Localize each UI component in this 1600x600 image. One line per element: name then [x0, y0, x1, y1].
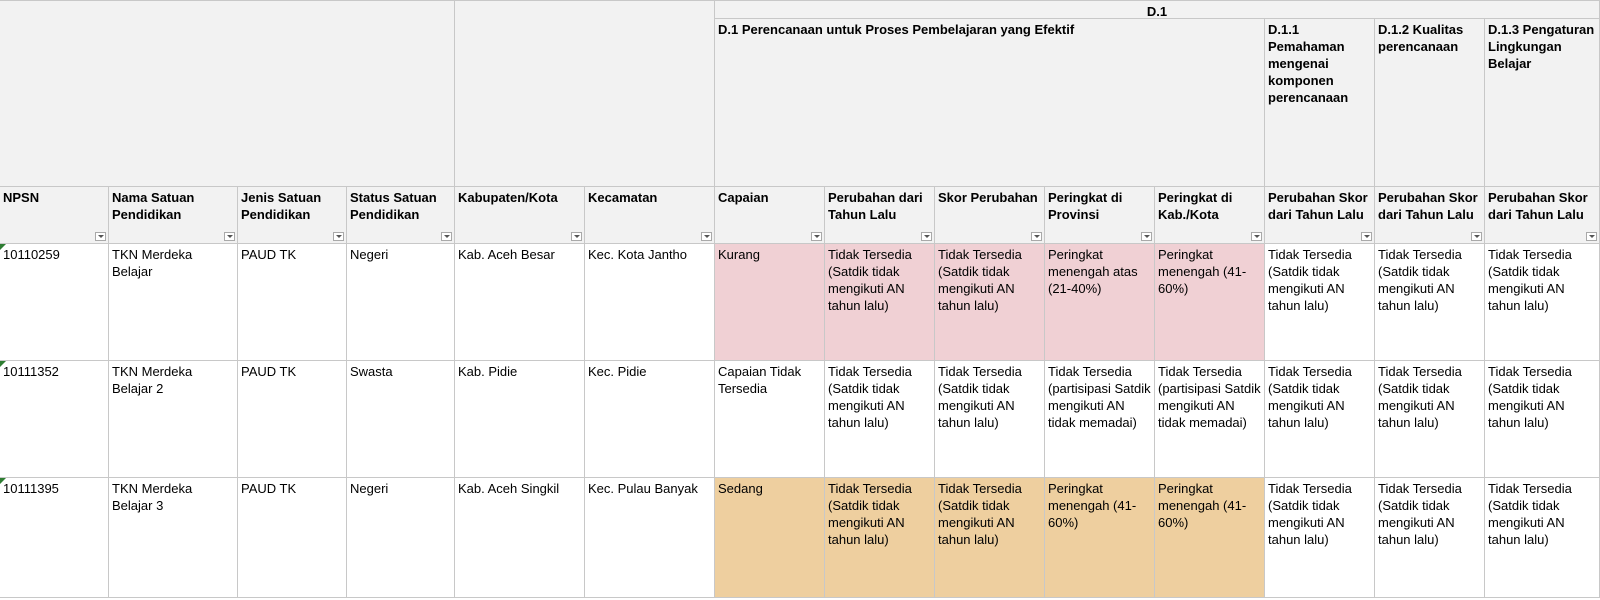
table-cell[interactable]: Negeri	[347, 478, 455, 598]
table-cell[interactable]: Tidak Tersedia (Satdik tidak mengikuti AN tahun lalu)	[825, 478, 935, 598]
filter-dropdown-icon[interactable]	[1251, 232, 1262, 241]
filter-dropdown-icon[interactable]	[1141, 232, 1152, 241]
error-indicator-icon	[0, 244, 6, 250]
column-header: Skor Perubahan	[935, 187, 1045, 244]
table-cell[interactable]: PAUD TK	[238, 244, 347, 361]
column-header: Peringkat di Kab./Kota	[1155, 187, 1265, 244]
table-cell[interactable]: Tidak Tersedia (Satdik tidak mengikuti AN tahun lalu)	[935, 361, 1045, 478]
group-header-d11: D.1.1 Pemahaman mengenai komponen perencanaan	[1265, 19, 1375, 187]
filter-dropdown-icon[interactable]	[1031, 232, 1042, 241]
table-cell[interactable]: Tidak Tersedia (Satdik tidak mengikuti AN tahun lalu)	[825, 244, 935, 361]
table-cell[interactable]: TKN Merdeka Belajar 2	[109, 361, 238, 478]
header-blank-middle	[455, 1, 715, 187]
table-cell[interactable]: Kec. Kota Jantho	[585, 244, 715, 361]
table-cell[interactable]: Kec. Pidie	[585, 361, 715, 478]
table-cell[interactable]: PAUD TK	[238, 361, 347, 478]
table-cell[interactable]: Tidak Tersedia (Satdik tidak mengikuti AN tahun lalu)	[1375, 244, 1485, 361]
column-header: Capaian	[715, 187, 825, 244]
column-header: Status Satuan Pendidikan	[347, 187, 455, 244]
table-cell[interactable]: Kurang	[715, 244, 825, 361]
filter-dropdown-icon[interactable]	[1361, 232, 1372, 241]
table-cell[interactable]: Capaian Tidak Tersedia	[715, 361, 825, 478]
table-cell[interactable]: Tidak Tersedia (Satdik tidak mengikuti AN tahun lalu)	[1265, 361, 1375, 478]
table-cell[interactable]: Tidak Tersedia (Satdik tidak mengikuti AN tahun lalu)	[825, 361, 935, 478]
column-header: Perubahan Skor dari Tahun Lalu	[1485, 187, 1600, 244]
group-header-d12: D.1.2 Kualitas perencanaan	[1375, 19, 1485, 187]
table-cell[interactable]: Peringkat menengah atas (21-40%)	[1045, 244, 1155, 361]
group-header-d13: D.1.3 Pengaturan Lingkungan Belajar	[1485, 19, 1600, 187]
filter-dropdown-icon[interactable]	[1471, 232, 1482, 241]
column-header: NPSN	[0, 187, 109, 244]
filter-dropdown-icon[interactable]	[701, 232, 712, 241]
table-cell[interactable]: Kec. Pulau Banyak	[585, 478, 715, 598]
filter-dropdown-icon[interactable]	[224, 232, 235, 241]
column-header: Kecamatan	[585, 187, 715, 244]
table-cell[interactable]: Tidak Tersedia (Satdik tidak mengikuti AN tahun lalu)	[935, 244, 1045, 361]
table-cell[interactable]: Sedang	[715, 478, 825, 598]
table-cell[interactable]: Kab. Pidie	[455, 361, 585, 478]
table-cell[interactable]: Tidak Tersedia (Satdik tidak mengikuti AN tahun lalu)	[1485, 361, 1600, 478]
error-indicator-icon	[0, 361, 6, 367]
filter-dropdown-icon[interactable]	[921, 232, 932, 241]
filter-dropdown-icon[interactable]	[441, 232, 452, 241]
table-cell[interactable]: Peringkat menengah (41-60%)	[1155, 244, 1265, 361]
column-header: Peringkat di Provinsi	[1045, 187, 1155, 244]
table-cell[interactable]: Kab. Aceh Singkil	[455, 478, 585, 598]
filter-dropdown-icon[interactable]	[95, 232, 106, 241]
table-cell[interactable]: PAUD TK	[238, 478, 347, 598]
column-header: Perubahan dari Tahun Lalu	[825, 187, 935, 244]
table-cell[interactable]: Tidak Tersedia (Satdik tidak mengikuti AN tahun lalu)	[1485, 244, 1600, 361]
table-cell[interactable]: Peringkat menengah (41-60%)	[1155, 478, 1265, 598]
table-cell[interactable]: Kab. Aceh Besar	[455, 244, 585, 361]
table-cell[interactable]: Tidak Tersedia (partisipasi Satdik mengikuti AN tidak memadai)	[1155, 361, 1265, 478]
filter-dropdown-icon[interactable]	[333, 232, 344, 241]
filter-dropdown-icon[interactable]	[811, 232, 822, 241]
header-blank-left	[0, 1, 455, 187]
table-cell[interactable]: Negeri	[347, 244, 455, 361]
table-cell[interactable]: Tidak Tersedia (Satdik tidak mengikuti AN tahun lalu)	[935, 478, 1045, 598]
table-cell[interactable]: Tidak Tersedia (Satdik tidak mengikuti AN tahun lalu)	[1265, 478, 1375, 598]
table-cell[interactable]: Swasta	[347, 361, 455, 478]
filter-dropdown-icon[interactable]	[1586, 232, 1597, 241]
table-cell[interactable]: Tidak Tersedia (Satdik tidak mengikuti AN tahun lalu)	[1485, 478, 1600, 598]
table-cell[interactable]: TKN Merdeka Belajar	[109, 244, 238, 361]
table-cell[interactable]: Tidak Tersedia (partisipasi Satdik mengikuti AN tidak memadai)	[1045, 361, 1155, 478]
column-header: Jenis Satuan Pendidikan	[238, 187, 347, 244]
error-indicator-icon	[0, 478, 6, 484]
column-header: Perubahan Skor dari Tahun Lalu	[1375, 187, 1485, 244]
column-header: Perubahan Skor dari Tahun Lalu	[1265, 187, 1375, 244]
table-cell[interactable]: Peringkat menengah (41-60%)	[1045, 478, 1155, 598]
npsn-cell[interactable]: 10110259	[0, 244, 109, 361]
table-cell[interactable]: Tidak Tersedia (Satdik tidak mengikuti AN tahun lalu)	[1375, 361, 1485, 478]
column-header: Kabupaten/Kota	[455, 187, 585, 244]
group-header-d1: D.1	[715, 1, 1600, 19]
table-cell[interactable]: Tidak Tersedia (Satdik tidak mengikuti AN tahun lalu)	[1375, 478, 1485, 598]
column-header: Nama Satuan Pendidikan	[109, 187, 238, 244]
npsn-cell[interactable]: 10111395	[0, 478, 109, 598]
group-header-d1-plan: D.1 Perencanaan untuk Proses Pembelajaran yang Efektif	[715, 19, 1265, 187]
npsn-cell[interactable]: 10111352	[0, 361, 109, 478]
filter-dropdown-icon[interactable]	[571, 232, 582, 241]
table-cell[interactable]: TKN Merdeka Belajar 3	[109, 478, 238, 598]
table-cell[interactable]: Tidak Tersedia (Satdik tidak mengikuti AN tahun lalu)	[1265, 244, 1375, 361]
